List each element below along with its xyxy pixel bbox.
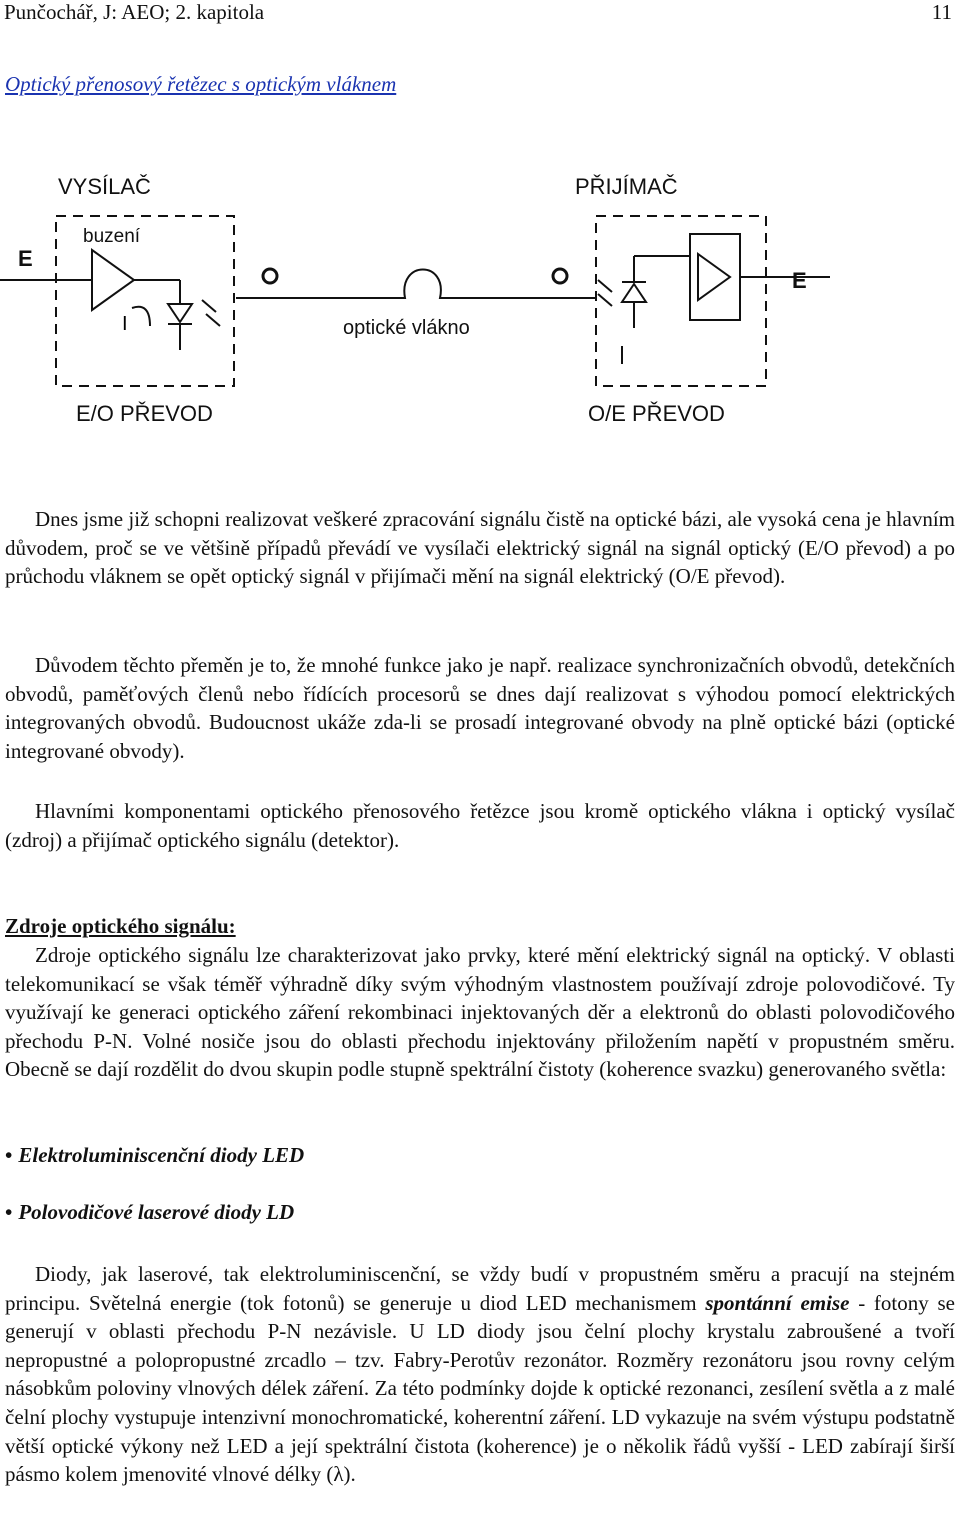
sources-heading: Zdroje optického signálu: [5, 914, 236, 938]
oe-label: O/E PŘEVOD [588, 401, 725, 426]
list-item-led [5, 1143, 304, 1168]
header-author-chapter: Punčochář, J: AEO; 2. kapitola [4, 0, 265, 24]
list-item-ld-text: Polovodičové laserové diody LD [18, 1200, 295, 1224]
paragraph-diodes-part-a: Diody, jak laserové, tak elektroluminiscenční, se vždy budí v propustném směru a pracují na stejném principu. Světelná energie (tok fotonů) se generuje u diod LED mechanismem [5, 1262, 955, 1315]
paragraph-diodes-part-b: - fotony se generují v oblasti přechodu P-N nezávisle. U LD diody jsou čelní plochy krystalu zabroušené a tvoří nepropustné a polopropustné zrcadlo – tzv. Fabry-Perotův rezonátor. Rozměry rezonátoru jsou rovny celým násobkům poloviny vlnových délek záření. Za této podmínky dojde k optické rezonanci, zesílení světla a z malé čelní plochy vystupuje intenzivní monochromatické, koherentní záření. LD vykazuje na svém výstupu podstatně větší optické výkony než LED a její spektrální čistota (koherence) je o několik řádů vyšší - LED zabírají širší pásmo kolem jmenovité vlnové délky (λ). [5, 1290, 955, 1487]
paragraph-reasons: Důvodem těchto přeměn je to, že mnohé funkce jako je např. realizace synchronizačních obvodů, detekčních obvodů, paměťových členů nebo řídících procesorů se dnes dají realizovat s výhodou pomocí elektrických integrovaných obvodů. Budoucnost ukáže zda-li se prosadí integrované obvody na plně optické bázi (optické integrované obvody). [5, 653, 955, 763]
led-light-arrow-1 [202, 300, 216, 312]
paragraph-intro: Dnes jsme již schopni realizovat veškeré zpracování signálu čistě na optické bázi, ale vysoká cena je hlavním důvodem, proč se ve většině případů převádí ve vysílači elektrický signál na signál optický (E/O převod) a po průchodu vláknem se opět optický signál v přijímači mění na signál elektrický (O/E převod). [5, 507, 955, 589]
list-item-led-text: Elektroluminiscenční diody LED [18, 1143, 305, 1167]
current-arrow-icon [132, 307, 150, 326]
optical-chain-diagram [0, 168, 960, 438]
receiver-label: PŘIJÍMAČ [575, 174, 678, 199]
drive-label: buzení [83, 226, 141, 247]
input-e-label: E [18, 246, 33, 271]
optical-fiber [270, 270, 560, 299]
fiber-label: optické vlákno [343, 317, 470, 339]
bullet-icon: • [5, 1143, 13, 1167]
page-header [4, 0, 952, 26]
rx-light-arrow-2 [598, 294, 612, 306]
eo-label: E/O PŘEVOD [76, 401, 213, 426]
section-title-link[interactable]: Optický přenosový řetězec s optickým vláknem [5, 72, 397, 96]
paragraph-components: Hlavními komponentami optického přenosového řetězce jsou kromě optického vlákna i optický vysílač (zdroj) a přijímač optického signálu (detektor). [5, 799, 955, 852]
rx-connector [553, 269, 567, 283]
receiver-amplifier-symbol [698, 254, 730, 300]
rx-light-arrow-1 [598, 280, 612, 292]
paragraph-diodes [5, 1260, 955, 1489]
led-light-arrow-2 [206, 314, 220, 326]
list-item-ld [5, 1200, 294, 1225]
led-diode-symbol [168, 304, 192, 322]
page-number: 11 [931, 0, 952, 24]
transmitter-label: VYSÍLAČ [58, 174, 151, 199]
current-i-label: I [122, 313, 128, 335]
driver-amplifier-symbol [92, 250, 134, 310]
paragraph-sources: Zdroje optického signálu lze charakterizovat jako prvky, které mění elektrický signál na optický. V oblasti telekomunikací se však téměř výhradně díky svým výhodným vlastnostem používají zdroje polovodičové. Ty využívají ke generaci optického záření rekombinaci injektovaných děr a elektronů do oblasti polovodičového přechodu P-N. Volné nosiče jsou do oblasti přechodu injektovány přiložením napětí v propustném směru. Obecně se dají rozdělit do dvou skupin podle stupně spektrální čistoty (koherence svazku) generovaného světla: [5, 943, 955, 1082]
tx-connector [263, 269, 277, 283]
spontaneous-emission-term: spontánní emise [705, 1290, 850, 1315]
output-e-label: E [792, 268, 807, 293]
photodiode-symbol [622, 284, 646, 302]
bullet-icon: • [5, 1200, 13, 1224]
